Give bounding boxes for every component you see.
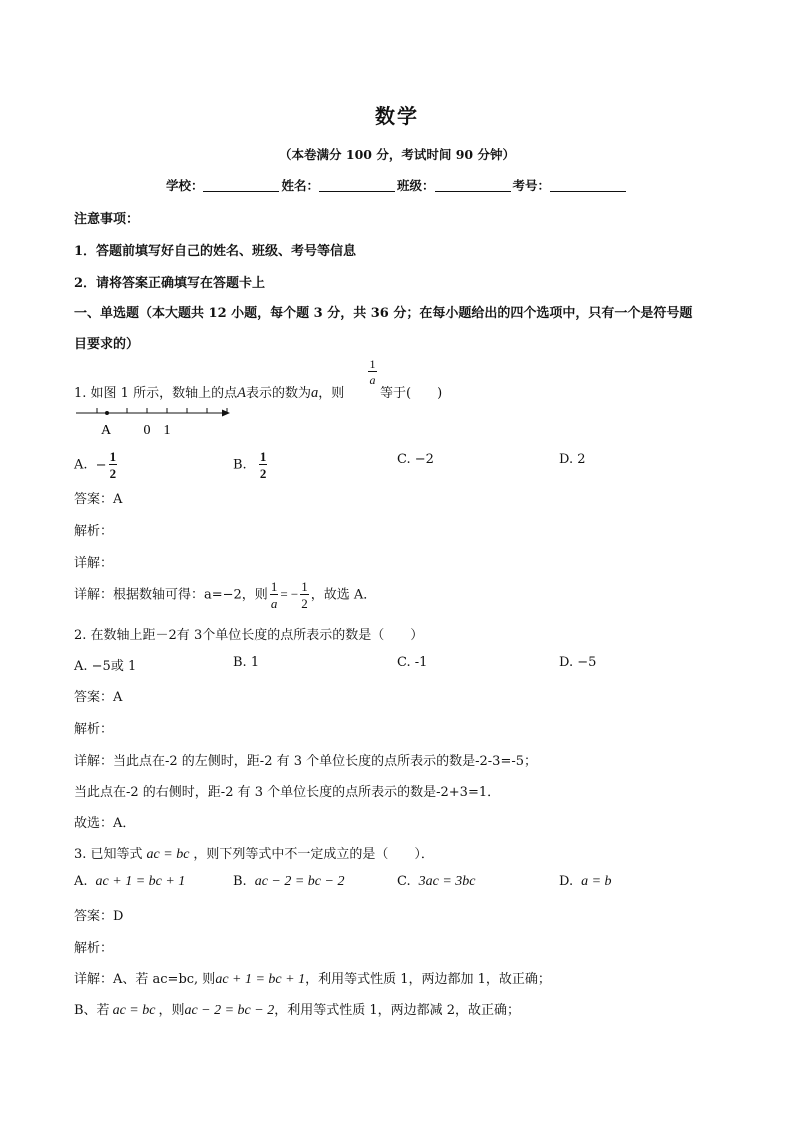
- q1-stem: 1. 如图 1 所示，数轴上的点A表示的数为a，则: [74, 385, 345, 401]
- notice-item-2: 2．请将答案正确填写在答题卡上: [74, 276, 266, 291]
- q3-detail-1: 详解：A、若 ac=bc, 则ac + 1 = bc + 1，利用等式性质 1，两边都加 1，故正确；: [74, 972, 551, 987]
- q3-stem: 3. 已知等式 ac = bc ，则下列等式中不一定成立的是（ ）．: [74, 847, 434, 862]
- q1-analysis: 解析：: [74, 524, 114, 539]
- q1-stem-end: 等于( ): [380, 386, 443, 401]
- q3-option-d: D. a = b: [559, 874, 612, 889]
- class-label: 班级：: [397, 178, 435, 193]
- id-label: 考号：: [512, 178, 551, 193]
- q2-detail-2: 当此点在-2 的右侧时，距-2 有 3 个单位长度的点所表示的数是-2+3=1．: [74, 785, 501, 800]
- q1-option-b: B. $\frac{1}{2}$: [233, 449, 267, 481]
- student-info-line: [0, 176, 794, 194]
- q3-option-a: A. ac + 1 = bc + 1: [74, 874, 186, 889]
- axis-label-1: 1: [163, 423, 171, 438]
- class-blank: [435, 179, 511, 192]
- q1-detail: 详解：根据数轴可得：a=−2，则 $\frac{1}{a}$ = − $\frac{1}{2}$ ，故选 A．: [74, 579, 377, 611]
- q3-option-c: C. 3ac = 3bc: [397, 874, 476, 889]
- name-label: 姓名：: [281, 178, 319, 193]
- id-blank: [550, 179, 626, 192]
- number-line-arrow: [222, 410, 230, 417]
- q2-analysis: 解析：: [74, 722, 114, 737]
- school-blank: [203, 179, 279, 192]
- q2-stem: 2. 在数轴上距－2有 3个单位长度的点所表示的数是（ ）: [74, 628, 424, 643]
- notice-heading: 注意事项：: [74, 212, 140, 227]
- q2-option-d: D. −5: [559, 655, 597, 670]
- page-title: 数学: [375, 104, 419, 128]
- axis-label-0: 0: [143, 423, 151, 438]
- q1-option-a: A. − $\frac{1}{2}$: [74, 449, 117, 481]
- q2-option-a: A. −5或 1: [74, 659, 137, 674]
- q2-detail-1: 详解：当此点在-2 的左侧时，距-2 有 3 个单位长度的点所表示的数是-2-3=-5；: [74, 754, 538, 769]
- q1-detail-label: 详解：: [74, 556, 114, 571]
- q2-option-c: C. -1: [397, 655, 428, 670]
- q1-answer: 答案：A: [74, 492, 123, 507]
- q3-answer: 答案：D: [74, 909, 124, 924]
- q1-stem-fraction: 1 a: [369, 357, 376, 387]
- axis-label-A: A: [100, 423, 112, 438]
- q1-option-c: C. −2: [397, 452, 434, 467]
- q2-conclusion: 故选：A．: [74, 816, 136, 831]
- section-heading-line1: 一、单选题（本大题共 12 小题，每个题 3 分，共 36 分；在每小题给出的四个选项中，只有一个是符号题: [74, 306, 693, 321]
- exam-subtitle: （本卷满分 100 分，考试时间 90 分钟）: [279, 147, 515, 162]
- q3-analysis: 解析：: [74, 941, 114, 956]
- q3-detail-2: B、若 ac = bc ，则ac − 2 = bc − 2，利用等式性质 1，两边都减 2，故正确；: [74, 1003, 521, 1018]
- q2-option-b: B. 1: [233, 655, 260, 670]
- q3-option-b: B. ac − 2 = bc − 2: [233, 874, 345, 889]
- name-blank: [319, 179, 395, 192]
- q1-option-d: D. 2: [559, 452, 586, 467]
- notice-item-1: 1．答题前填写好自己的姓名、班级、考号等信息: [74, 244, 357, 259]
- section-heading-line2: 目要求的）: [74, 337, 140, 352]
- q2-answer: 答案：A: [74, 690, 123, 705]
- point-A-marker: [105, 411, 109, 415]
- number-line-figure: [70, 403, 240, 439]
- school-label: 学校：: [165, 178, 204, 193]
